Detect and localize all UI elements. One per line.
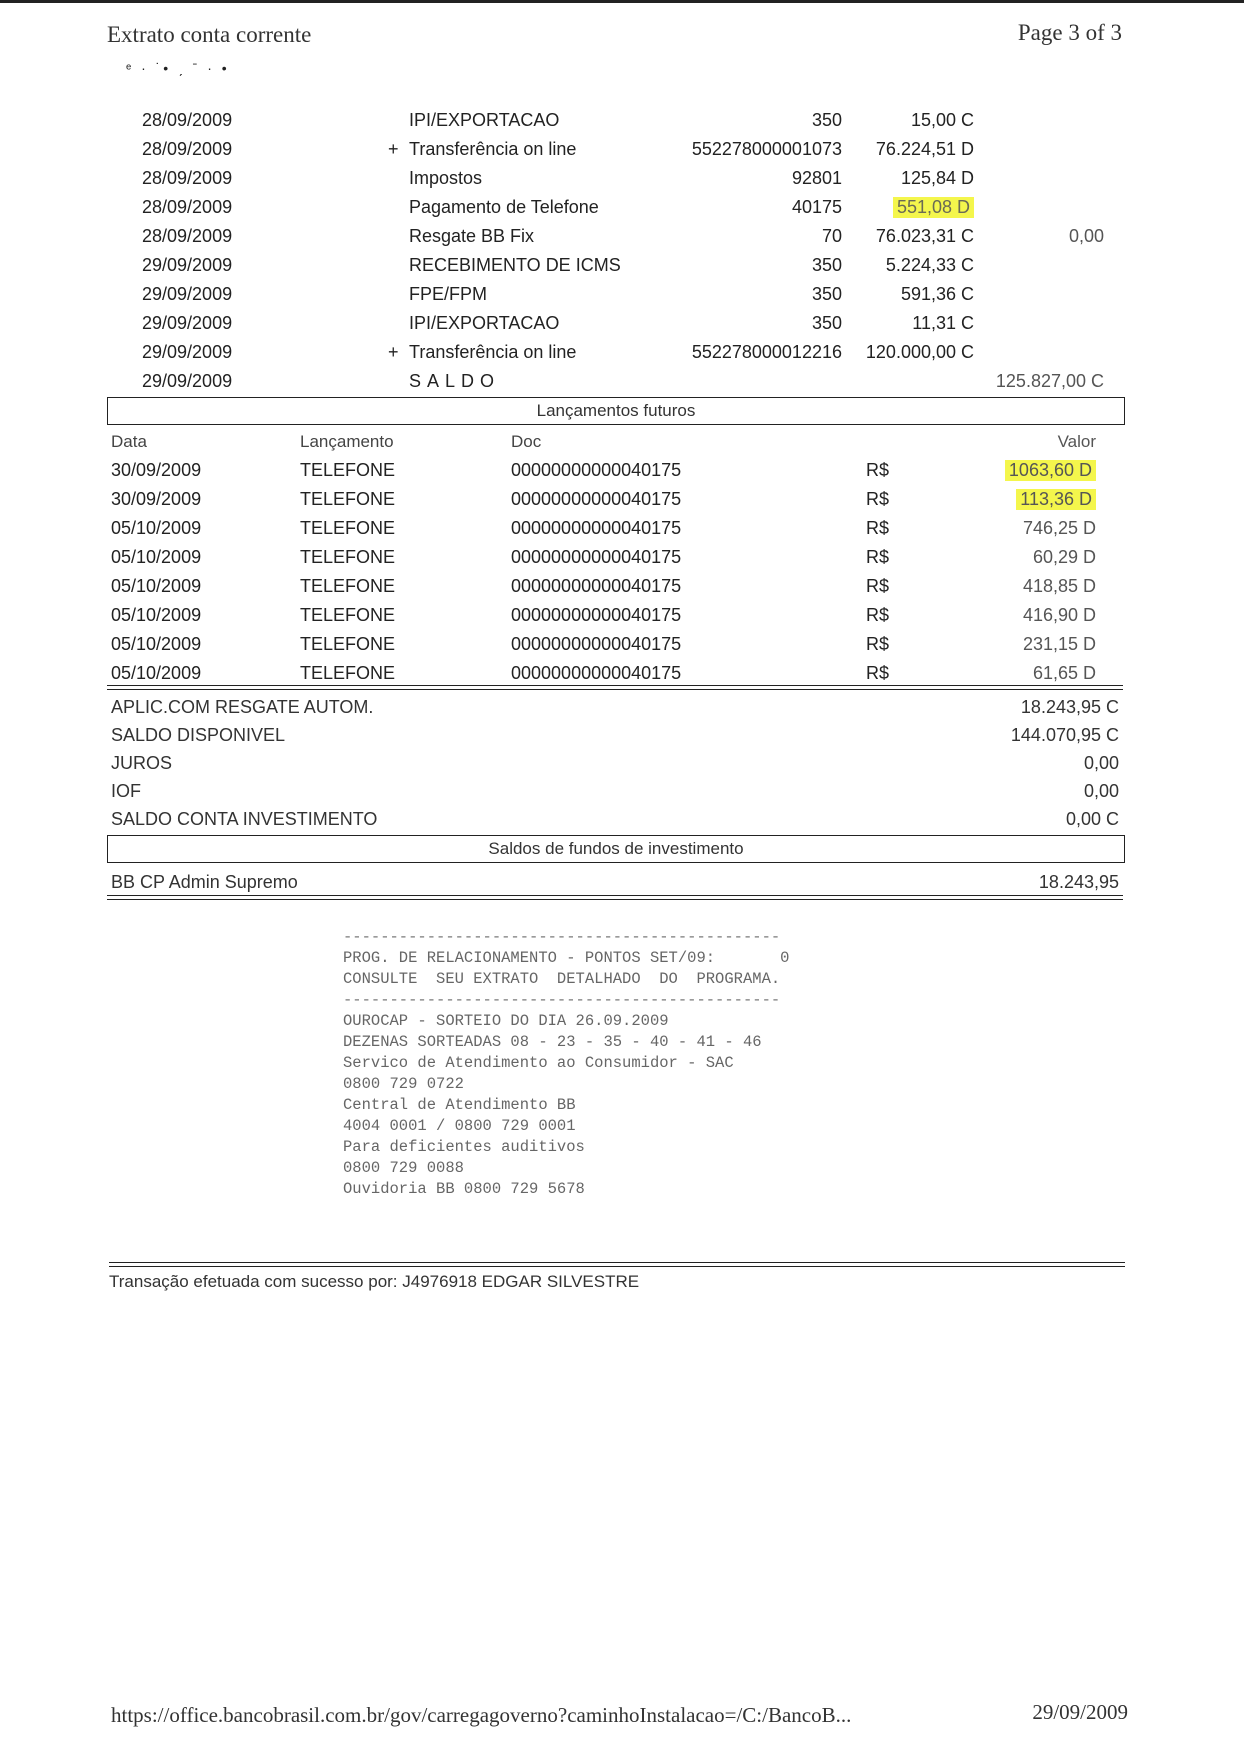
notes-dash-line: -----------------------------------------------: [343, 928, 781, 946]
notes-line: Para deficientes auditivos: [343, 1138, 585, 1156]
document-title: Extrato conta corrente: [107, 22, 312, 47]
transaction-value: 5.224,33 C: [885, 255, 974, 275]
futuro-doc: 00000000000040175: [511, 547, 682, 567]
transaction-description: Transferência on line: [409, 139, 577, 159]
transaction-description: FPE/FPM: [409, 284, 488, 304]
fundo-label: BB CP Admin Supremo: [111, 872, 298, 892]
futuro-lancamento: TELEFONE: [300, 489, 396, 509]
futuro-value: 1063,60 D: [1005, 460, 1096, 481]
notes-line: 4004 0001 / 0800 729 0001: [343, 1117, 576, 1135]
saldo-row: [0, 371, 1244, 400]
transaction-doc: 92801: [791, 168, 842, 188]
divider: [107, 895, 1123, 900]
summary-row: [0, 725, 1244, 754]
futuro-currency: R$: [866, 518, 890, 538]
summary-row: [0, 697, 1244, 726]
transaction-marker: +: [388, 342, 399, 362]
col-header-doc: Doc: [511, 432, 542, 451]
futuro-doc: 00000000000040175: [511, 605, 682, 625]
transaction-row: [0, 342, 1244, 371]
futuro-doc: 00000000000040175: [511, 489, 682, 509]
transaction-row: [0, 284, 1244, 313]
futuro-lancamento: TELEFONE: [300, 576, 396, 596]
futuro-doc: 00000000000040175: [511, 460, 682, 480]
transaction-description: Transferência on line: [409, 342, 577, 362]
futuro-row: [0, 576, 1244, 605]
notes-line: OUROCAP - SORTEIO DO DIA 26.09.2009: [343, 1012, 669, 1030]
futuro-lancamento: TELEFONE: [300, 460, 396, 480]
futuro-value: 61,65 D: [1032, 663, 1096, 683]
futuro-row: [0, 518, 1244, 547]
print-date: 29/09/2009: [1032, 1700, 1128, 1724]
futuro-currency: R$: [866, 547, 890, 567]
summary-label: IOF: [111, 781, 141, 801]
col-header-valor: Valor: [1057, 432, 1096, 451]
scan-marks: ᵉ · ˙• ˏ ˉ · •: [126, 60, 230, 76]
saldo-date: 29/09/2009: [142, 371, 233, 391]
futuro-lancamento: TELEFONE: [300, 663, 396, 683]
transaction-description: IPI/EXPORTACAO: [409, 110, 560, 130]
transaction-doc: 350: [811, 284, 842, 304]
saldo-value: 125.827,00 C: [995, 371, 1104, 391]
notes-line: DEZENAS SORTEADAS 08 - 23 - 35 - 40 - 41 - 46: [343, 1033, 762, 1051]
futuro-value: 231,15 D: [1022, 634, 1096, 654]
futuro-row: [0, 605, 1244, 634]
notes-dash-line: -----------------------------------------------: [343, 991, 781, 1009]
transaction-marker: +: [388, 139, 399, 159]
summary-value: 0,00: [1083, 781, 1119, 801]
futuro-value: 113,36 D: [1016, 489, 1096, 510]
transaction-value: 125,84 D: [900, 168, 974, 188]
col-header-lancamento: Lançamento: [300, 432, 394, 451]
transaction-doc: 40175: [791, 197, 842, 217]
transaction-balance: 0,00: [1068, 226, 1104, 246]
futuro-date: 05/10/2009: [111, 605, 202, 625]
futuro-doc: 00000000000040175: [511, 634, 682, 654]
footer-divider: [109, 1262, 1125, 1267]
top-border: [0, 0, 1244, 3]
summary-label: APLIC.COM RESGATE AUTOM.: [111, 697, 374, 717]
transaction-date: 29/09/2009: [142, 284, 233, 304]
transaction-value: 551,08 D: [893, 197, 974, 218]
transaction-row: [0, 255, 1244, 284]
transaction-date: 29/09/2009: [142, 313, 233, 333]
transaction-description: RECEBIMENTO DE ICMS: [409, 255, 621, 275]
transaction-value: 76.023,31 C: [875, 226, 974, 246]
program-notes: [343, 927, 789, 1200]
summary-row: [0, 781, 1244, 810]
transaction-value: 591,36 C: [900, 284, 974, 304]
futuro-row: [0, 460, 1244, 489]
transaction-row: [0, 197, 1244, 226]
notes-line: Ouvidoria BB 0800 729 5678: [343, 1180, 585, 1198]
futuro-currency: R$: [866, 576, 890, 596]
transaction-date: 28/09/2009: [142, 197, 233, 217]
notes-line: CONSULTE SEU EXTRATO DETALHADO DO PROGRAMA.: [343, 970, 781, 988]
futuro-currency: R$: [866, 489, 890, 509]
futuro-row: [0, 489, 1244, 518]
notes-line: Servico de Atendimento ao Consumidor - SAC: [343, 1054, 734, 1072]
transaction-doc: 350: [811, 313, 842, 333]
futuro-value: 416,90 D: [1022, 605, 1096, 625]
transaction-row: [0, 168, 1244, 197]
futuro-currency: R$: [866, 460, 890, 480]
notes-line: Central de Atendimento BB: [343, 1096, 576, 1114]
futuro-lancamento: TELEFONE: [300, 605, 396, 625]
futuro-date: 05/10/2009: [111, 576, 202, 596]
futuro-lancamento: TELEFONE: [300, 518, 396, 538]
transaction-value: 76.224,51 D: [875, 139, 974, 159]
page-url: https://office.bancobrasil.com.br/gov/carregagoverno?caminhoInstalacao=/C:/BancoB...: [111, 1703, 852, 1727]
transaction-description: Impostos: [409, 168, 483, 188]
transaction-value: 15,00 C: [910, 110, 974, 130]
transaction-value: 11,31 C: [912, 313, 974, 333]
futuros-section-header: Lançamentos futuros: [107, 397, 1125, 425]
transaction-date: 28/09/2009: [142, 168, 233, 188]
transaction-row: [0, 139, 1244, 168]
transaction-row: [0, 110, 1244, 139]
futuro-currency: R$: [866, 605, 890, 625]
futuro-value: 60,29 D: [1032, 547, 1096, 567]
transaction-date: 29/09/2009: [142, 342, 233, 362]
transaction-description: Pagamento de Telefone: [409, 197, 599, 217]
transaction-description: Resgate BB Fix: [409, 226, 535, 246]
futuro-date: 05/10/2009: [111, 518, 202, 538]
transaction-doc: 350: [811, 110, 842, 130]
summary-value: 0,00: [1083, 753, 1119, 773]
fundos-section-header: Saldos de fundos de investimento: [107, 835, 1125, 863]
transaction-date: 28/09/2009: [142, 110, 233, 130]
futuro-row: [0, 634, 1244, 663]
transaction-doc: 350: [811, 255, 842, 275]
divider: [107, 685, 1123, 690]
futuro-date: 30/09/2009: [111, 489, 202, 509]
summary-value: 0,00 C: [1065, 809, 1119, 829]
summary-label: JUROS: [111, 753, 173, 773]
futuro-doc: 00000000000040175: [511, 663, 682, 683]
transaction-doc: 70: [821, 226, 842, 246]
transaction-value: 120.000,00 C: [865, 342, 974, 362]
summary-row: [0, 809, 1244, 838]
summary-value: 18.243,95 C: [1020, 697, 1119, 717]
fundo-value: 18.243,95: [1038, 872, 1119, 892]
summary-label: SALDO DISPONIVEL: [111, 725, 286, 745]
saldo-label: SALDO: [409, 371, 501, 391]
transaction-doc: 552278000001073: [691, 139, 842, 159]
futuro-doc: 00000000000040175: [511, 518, 682, 538]
summary-label: SALDO CONTA INVESTIMENTO: [111, 809, 378, 829]
futuro-date: 05/10/2009: [111, 634, 202, 654]
futuro-doc: 00000000000040175: [511, 576, 682, 596]
transaction-description: IPI/EXPORTACAO: [409, 313, 560, 333]
summary-value: 144.070,95 C: [1010, 725, 1119, 745]
transaction-date: 28/09/2009: [142, 226, 233, 246]
page-number: Page 3 of 3: [1017, 20, 1122, 45]
futuro-date: 05/10/2009: [111, 547, 202, 567]
summary-row: [0, 753, 1244, 782]
notes-line: 0800 729 0722: [343, 1075, 464, 1093]
futuros-column-headers: [0, 432, 1244, 461]
notes-line: PROG. DE RELACIONAMENTO - PONTOS SET/09: 0: [343, 949, 790, 967]
transaction-date: 28/09/2009: [142, 139, 233, 159]
futuro-value: 418,85 D: [1022, 576, 1096, 596]
transaction-date: 29/09/2009: [142, 255, 233, 275]
futuro-value: 746,25 D: [1022, 518, 1096, 538]
futuro-row: [0, 547, 1244, 576]
transaction-row: [0, 226, 1244, 255]
col-header-date: Data: [111, 432, 147, 451]
transaction-row: [0, 313, 1244, 342]
transaction-doc: 552278000012216: [691, 342, 842, 362]
notes-line: 0800 729 0088: [343, 1159, 464, 1177]
transaction-confirmation: Transação efetuada com sucesso por: J4976918 EDGAR SILVESTRE: [109, 1272, 640, 1291]
futuro-date: 05/10/2009: [111, 663, 202, 683]
futuro-currency: R$: [866, 634, 890, 654]
futuro-lancamento: TELEFONE: [300, 547, 396, 567]
futuro-lancamento: TELEFONE: [300, 634, 396, 654]
futuro-date: 30/09/2009: [111, 460, 202, 480]
futuro-currency: R$: [866, 663, 890, 683]
